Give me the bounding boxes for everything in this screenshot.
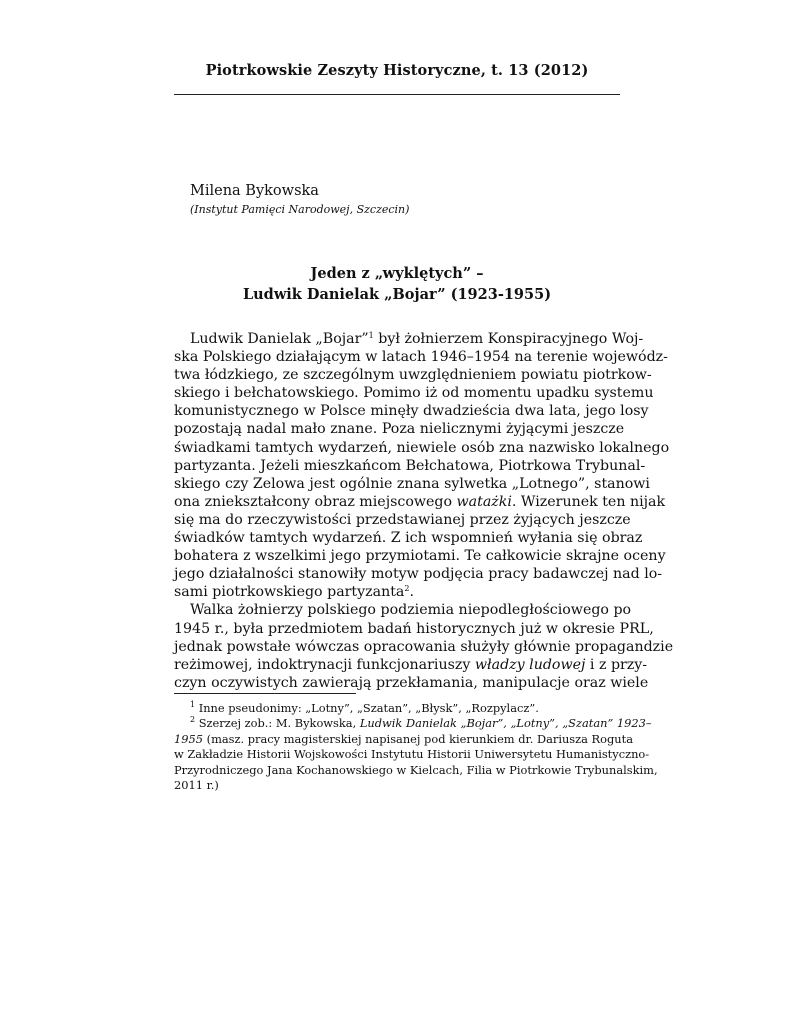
footnotes	[174, 700, 658, 793]
footnote-line: Przyrodniczego Jana Kochanowskiego w Kielcach, Filia w Piotrkowie Trybunalskim,	[174, 762, 658, 777]
footnote-rule	[174, 693, 356, 694]
body-line: ska Polskiego działającym w latach 1946–1954 na terenie wojewódz-	[174, 349, 668, 366]
footnote-text: Szerzej zob.: M. Bykowska,	[195, 716, 360, 731]
text-run: Ludwik Danielak „Bojar”	[190, 331, 369, 347]
cited-title: 1955	[174, 731, 203, 746]
body-line: pozostają nadal mało znane. Poza nielicznymi żyjącymi jeszcze	[174, 421, 625, 438]
body-line	[174, 493, 666, 511]
footnote-line: 2011 r.)	[174, 777, 219, 792]
body-line: jego działalności stanowiły motyw podjęcia pracy badawczej nad lo-	[174, 566, 663, 583]
text-run: .	[409, 584, 414, 601]
text-run: ona zniekształcony obraz miejscowego	[174, 493, 457, 510]
title-line-2: Ludwik Danielak „Bojar” (1923-1955)	[242, 286, 552, 303]
running-header: Piotrkowskie Zeszyty Historyczne, t. 13 (2012)	[205, 62, 589, 79]
footnote-mark: 1	[190, 700, 196, 709]
body-line	[174, 330, 644, 348]
article-title	[174, 263, 620, 305]
italic-term: władzy ludowej	[474, 656, 586, 673]
body-text	[174, 330, 674, 692]
body-line: się ma do rzeczywistości przedstawianej przez żyjących jeszcze	[174, 511, 631, 528]
footnote-mark: 2	[190, 715, 196, 725]
footnote-1	[174, 701, 620, 716]
text-run: reżimowej, indoktrynacji funkcjonariuszy	[174, 656, 475, 673]
text-run: sami piotrkowskiego partyzanta	[174, 584, 405, 601]
author-affiliation: (Instytut Pamięci Narodowej, Szczecin)	[190, 203, 410, 216]
body-line: 1945 r., była przedmiotem badań historycznych już w okresie PRL,	[174, 620, 654, 637]
body-line	[174, 583, 620, 601]
body-line: czyn oczywistych zawierają przekłamania, manipulacje oraz wiele	[174, 674, 649, 691]
body-line: skiego i bełchatowskiego. Pomimo iż od momentu upadku systemu	[174, 385, 654, 402]
body-line: świadkami tamtych wydarzeń, niewiele osób zna nazwisko lokalnego	[174, 439, 670, 456]
title-line-1: Jeden z „wyklętych” –	[310, 265, 484, 282]
footnote-2	[174, 715, 652, 731]
footnote-ref-2[interactable]: 2	[404, 584, 410, 594]
footnote-ref-1[interactable]: 1	[368, 331, 374, 340]
footnote-text: (masz. pracy magisterskiej napisanej pod kierunkiem dr. Dariusza Roguta	[203, 731, 633, 746]
text-run: i z przy-	[585, 656, 648, 673]
body-line: twa łódzkiego, ze szczególnym uwzględnieniem powiatu piotrkow-	[174, 367, 652, 384]
cited-title: Ludwik Danielak „Bojar”, „Lotny”, „Szatan” 1923–	[359, 716, 652, 731]
header-rule	[174, 94, 620, 95]
footnote-text: Inne pseudonimy: „Lotny”, „Szatan”, „Błysk”, „Rozpylacz”.	[195, 701, 539, 715]
body-line	[174, 656, 648, 674]
text-run: . Wizerunek ten nijak	[511, 493, 666, 510]
footnote-line: w Zakładzie Historii Wojskowości Instytutu Historii Uniwersytetu Humanistyczno-	[174, 747, 650, 762]
body-line: komunistycznego w Polsce minęły dwadzieścia dwa lata, jego losy	[174, 403, 649, 420]
footnote-line	[174, 731, 633, 747]
body-line: jednak powstałe wówczas opracowania służyły głównie propagandzie	[174, 638, 674, 655]
body-line: Walka żołnierzy polskiego podziemia niepodległościowego po	[190, 602, 632, 619]
text-run: był żołnierzem Konspiracyjnego Woj-	[373, 331, 644, 347]
body-line: świadków tamtych wydarzeń. Z ich wspomnień wyłania się obraz	[174, 530, 643, 547]
italic-term: watażki	[456, 493, 512, 510]
author-name: Milena Bykowska	[190, 183, 319, 199]
body-line: bohatera z wszelkimi jego przymiotami. Te całkowicie skrajne oceny	[174, 548, 666, 565]
body-line: skiego czy Zelowa jest ogólnie znana sylwetka „Lotnego”, stanowi	[174, 475, 650, 492]
body-line: partyzanta. Jeżeli mieszkańcom Bełchatowa, Piotrkowa Trybunal-	[174, 457, 646, 474]
